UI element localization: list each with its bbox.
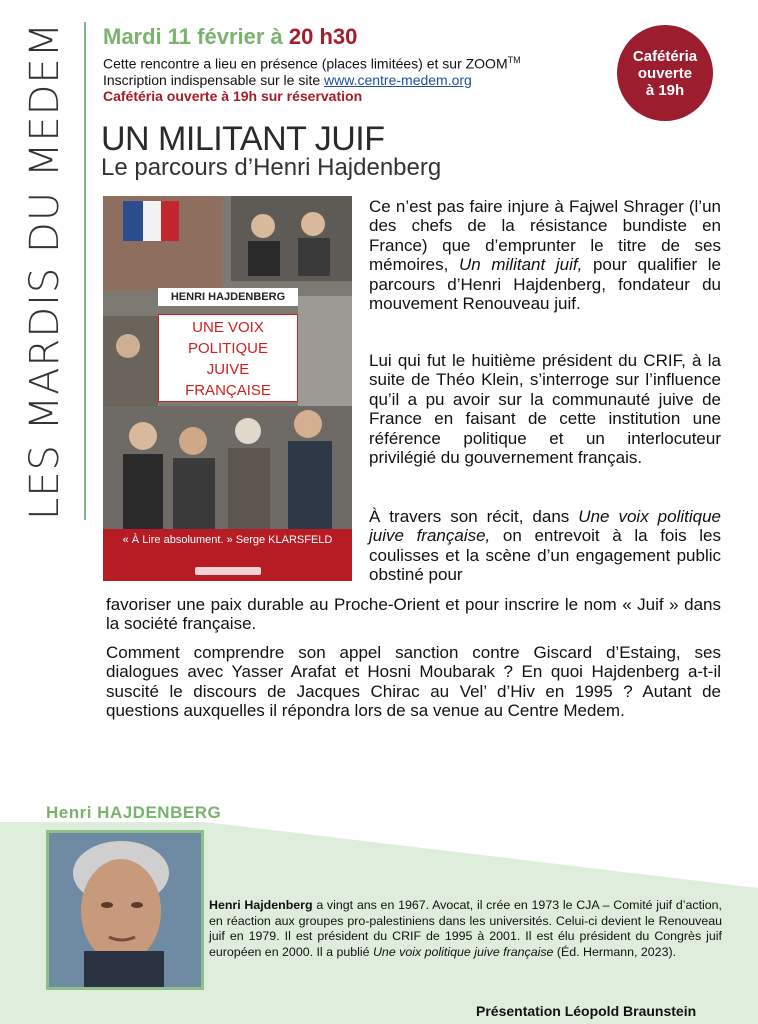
event-info bbox=[103, 52, 521, 104]
event-date bbox=[103, 24, 357, 50]
bio-text-a: a vingt ans en 1967. Avocat, il crée en 1973 le CJA – Comité juif d’action, en réaction aux groupes pro-palestiniens dans les universités. Celui-ci devient le Renouveau juif en 1979. Il est président du CRIF de 1995 à 2001. Il est élu président du Congrès juif européen en 2000. Il a publié bbox=[209, 898, 722, 959]
event-info-line2 bbox=[103, 72, 521, 88]
cover-title-line4: FRANÇAISE bbox=[185, 382, 271, 399]
cover-title-line1: UNE VOIX bbox=[192, 319, 264, 336]
paragraph-1 bbox=[369, 197, 721, 313]
paragraph-2: Lui qui fut le huitième président du CRIF, à la suite de Théo Klein, s’interroge sur l’influence qu’il a pu avoir sur la communauté juive de France en faisant de cette institution une référence politique et un interlocuteur privilégié du gouvernement français. bbox=[369, 351, 721, 468]
bio-name: Henri Hajdenberg bbox=[209, 898, 313, 912]
event-info-line1 bbox=[103, 52, 521, 72]
cover-quote: « À Lire absolument. » Serge KLARSFELD bbox=[103, 529, 352, 581]
portrait-illustration bbox=[49, 833, 201, 987]
portrait-photo bbox=[46, 830, 204, 990]
bio-text-b: (Éd. Hermann, 2023). bbox=[556, 944, 677, 959]
p1-text-a: Ce n’est pas faire injure à Fajwel Shrager (l’un des chefs de la résistance bundiste en France) que d’emprunter le titre de ses mémoires, bbox=[369, 197, 721, 275]
trademark: TM bbox=[507, 55, 521, 65]
book-cover bbox=[103, 196, 352, 581]
cover-title bbox=[158, 314, 298, 402]
info-line2-text: Inscription indispensable sur le site bbox=[103, 71, 321, 88]
page-title: UN MILITANT JUIF bbox=[101, 120, 385, 158]
cover-author: HENRI HAJDENBERG bbox=[158, 288, 298, 306]
publisher-logo bbox=[195, 567, 261, 575]
cafeteria-badge bbox=[617, 25, 713, 121]
event-date-text: Mardi 11 février à bbox=[103, 24, 283, 49]
cover-title-line2: POLITIQUE bbox=[187, 340, 269, 357]
presenter-credit: Présentation Léopold Braunstein bbox=[476, 1003, 697, 1019]
p3-text-a: À travers son récit, dans bbox=[369, 507, 570, 526]
paragraph-3-continued: favoriser une paix durable au Proche-Orient et pour inscrire le nom « Juif » dans la société française. bbox=[106, 595, 721, 634]
badge-line3: à 19h bbox=[645, 81, 685, 99]
paragraph-3 bbox=[369, 507, 721, 585]
page-subtitle: Le parcours d’Henri Hajdenberg bbox=[101, 154, 442, 181]
badge-line2: ouverte bbox=[637, 64, 693, 82]
series-title: LES MARDIS DU MEDEM bbox=[22, 21, 68, 520]
info-line1-text: Cette rencontre a lieu en présence (places limitées) et sur ZOOM bbox=[103, 55, 508, 72]
bio-heading: Henri HAJDENBERG bbox=[46, 803, 222, 822]
website-link[interactable]: www.centre-medem.org bbox=[324, 71, 472, 88]
paragraph-4: Comment comprendre son appel sanction contre Giscard d’Estaing, ses dialogues avec Yasser Arafat et Hosni Moubarak ? En quoi Hajdenberg a-t-il suscité le discours de Jacques Chirac au Vel’ d’Hiv en 1995 ? Autant de questions auxquelles il répondra lors de sa venue au Centre Medem. bbox=[106, 643, 721, 721]
event-time: 20 h30 bbox=[288, 24, 358, 49]
p3-emphasis: Une voix politique juive française, bbox=[369, 507, 721, 546]
cafeteria-notice: Cafétéria ouverte à 19h sur réservation bbox=[103, 87, 363, 104]
p1-emphasis: Un militant juif, bbox=[459, 255, 583, 275]
p1-text-b: pour qualifier le parcours d’Henri Hajdenberg, fondateur du mouvement Renouveau juif. bbox=[369, 255, 721, 314]
vertical-divider bbox=[84, 22, 86, 520]
bio-book-title: Une voix politique juive française bbox=[372, 944, 554, 959]
cover-title-line3: JUIVE bbox=[206, 361, 250, 378]
badge-line1: Cafétéria bbox=[632, 47, 698, 65]
p3-text-b: on entrevoit à la fois les coulisses et la scène d’un engagement public obstiné pour bbox=[369, 526, 721, 585]
bio-text bbox=[209, 898, 722, 960]
